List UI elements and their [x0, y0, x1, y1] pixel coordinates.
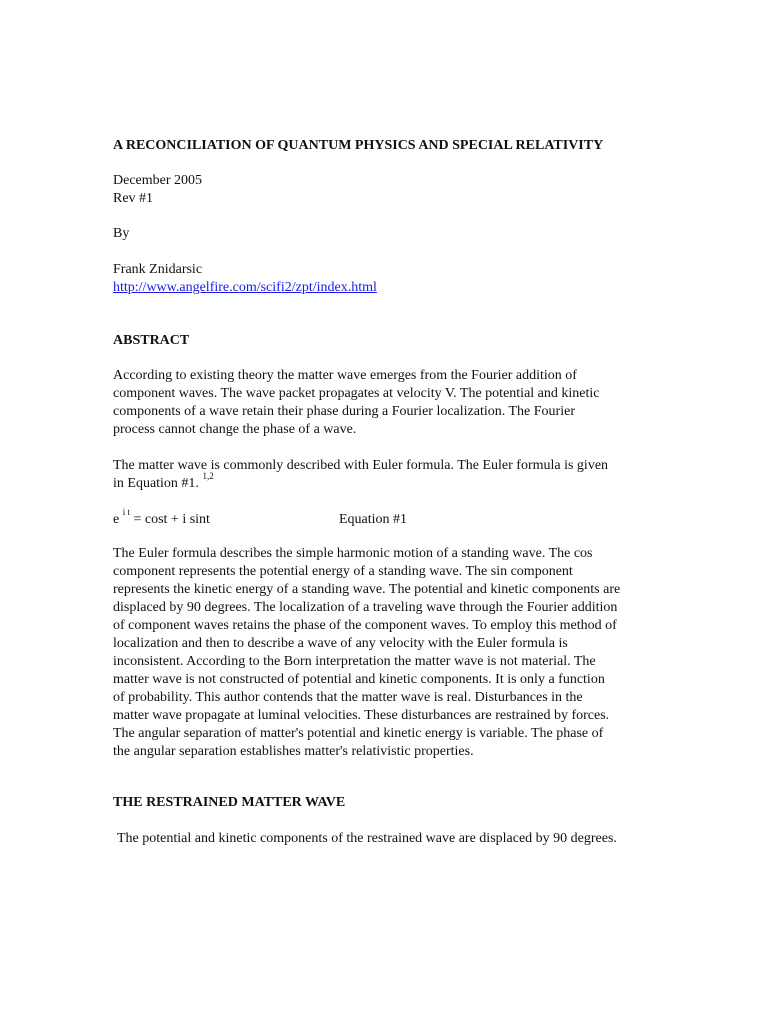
text-line: of component waves retains the phase of the component waves. To employ this method of — [113, 618, 617, 633]
text-line: The Euler formula describes the simple harmonic motion of a standing wave. The cos — [113, 546, 593, 561]
text-fragment: in Equation #1. — [113, 476, 203, 491]
equation-exponent: i t — [122, 507, 130, 518]
text-line: process cannot change the phase of a wave. — [113, 422, 357, 437]
abstract-heading: ABSTRACT — [113, 333, 190, 348]
text-line: The angular separation of matter's potential and kinetic energy is variable. The phase of — [113, 726, 604, 741]
reference-superscript: 1,2 — [202, 471, 214, 482]
revision-number: Rev #1 — [113, 191, 154, 206]
text-line: of probability. This author contends that the matter wave is real. Disturbances in the — [113, 690, 583, 705]
abstract-paragraph-2 — [113, 457, 658, 493]
text-line: matter wave is not constructed of potential and kinetic components. It is only a function — [113, 672, 605, 687]
abstract-paragraph-1 — [113, 367, 658, 439]
equation-base: e — [113, 512, 123, 527]
author-website-link[interactable]: http://www.angelfire.com/scifi2/zpt/index.html — [113, 280, 377, 295]
text-line: component represents the potential energy of a standing wave. The sin component — [113, 564, 573, 579]
text-line: displaced by 90 degrees. The localization of a traveling wave through the Fourier addition — [113, 600, 618, 615]
text-line: The matter wave is commonly described with Euler formula. The Euler formula is given — [113, 458, 609, 473]
section-heading: THE RESTRAINED MATTER WAVE — [113, 795, 346, 810]
equation-rhs: = cost + i sint — [129, 512, 210, 527]
section-paragraph: The potential and kinetic components of the restrained wave are displaced by 90 degrees. — [117, 831, 617, 846]
text-line: inconsistent. According to the Born interpretation the matter wave is not material. The — [113, 654, 596, 669]
equation-label: Equation #1 — [339, 512, 408, 527]
text-line: matter wave propagate at luminal velocities. These disturbances are restrained by forces. — [113, 708, 610, 723]
text-line: represents the kinetic energy of a standing wave. The potential and kinetic components are — [113, 582, 621, 597]
text-line: component waves. The wave packet propagates at velocity V. The potential and kinetic — [113, 386, 600, 401]
author-name: Frank Znidarsic — [113, 262, 203, 277]
publication-date: December 2005 — [113, 173, 203, 188]
text-line — [113, 471, 658, 493]
paper-title: A RECONCILIATION OF QUANTUM PHYSICS AND SPECIAL RELATIVITY — [113, 138, 604, 153]
text-line: components of a wave retain their phase during a Fourier localization. The Fourier — [113, 404, 575, 419]
text-line: localization and then to describe a wave of any velocity with the Euler formula is — [113, 636, 568, 651]
abstract-paragraph-3 — [113, 545, 658, 761]
text-line: According to existing theory the matter wave emerges from the Fourier addition of — [113, 368, 577, 383]
text-line: the angular separation establishes matter's relativistic properties. — [113, 744, 474, 759]
byline-label: By — [113, 226, 130, 241]
equation-formula — [113, 507, 210, 529]
